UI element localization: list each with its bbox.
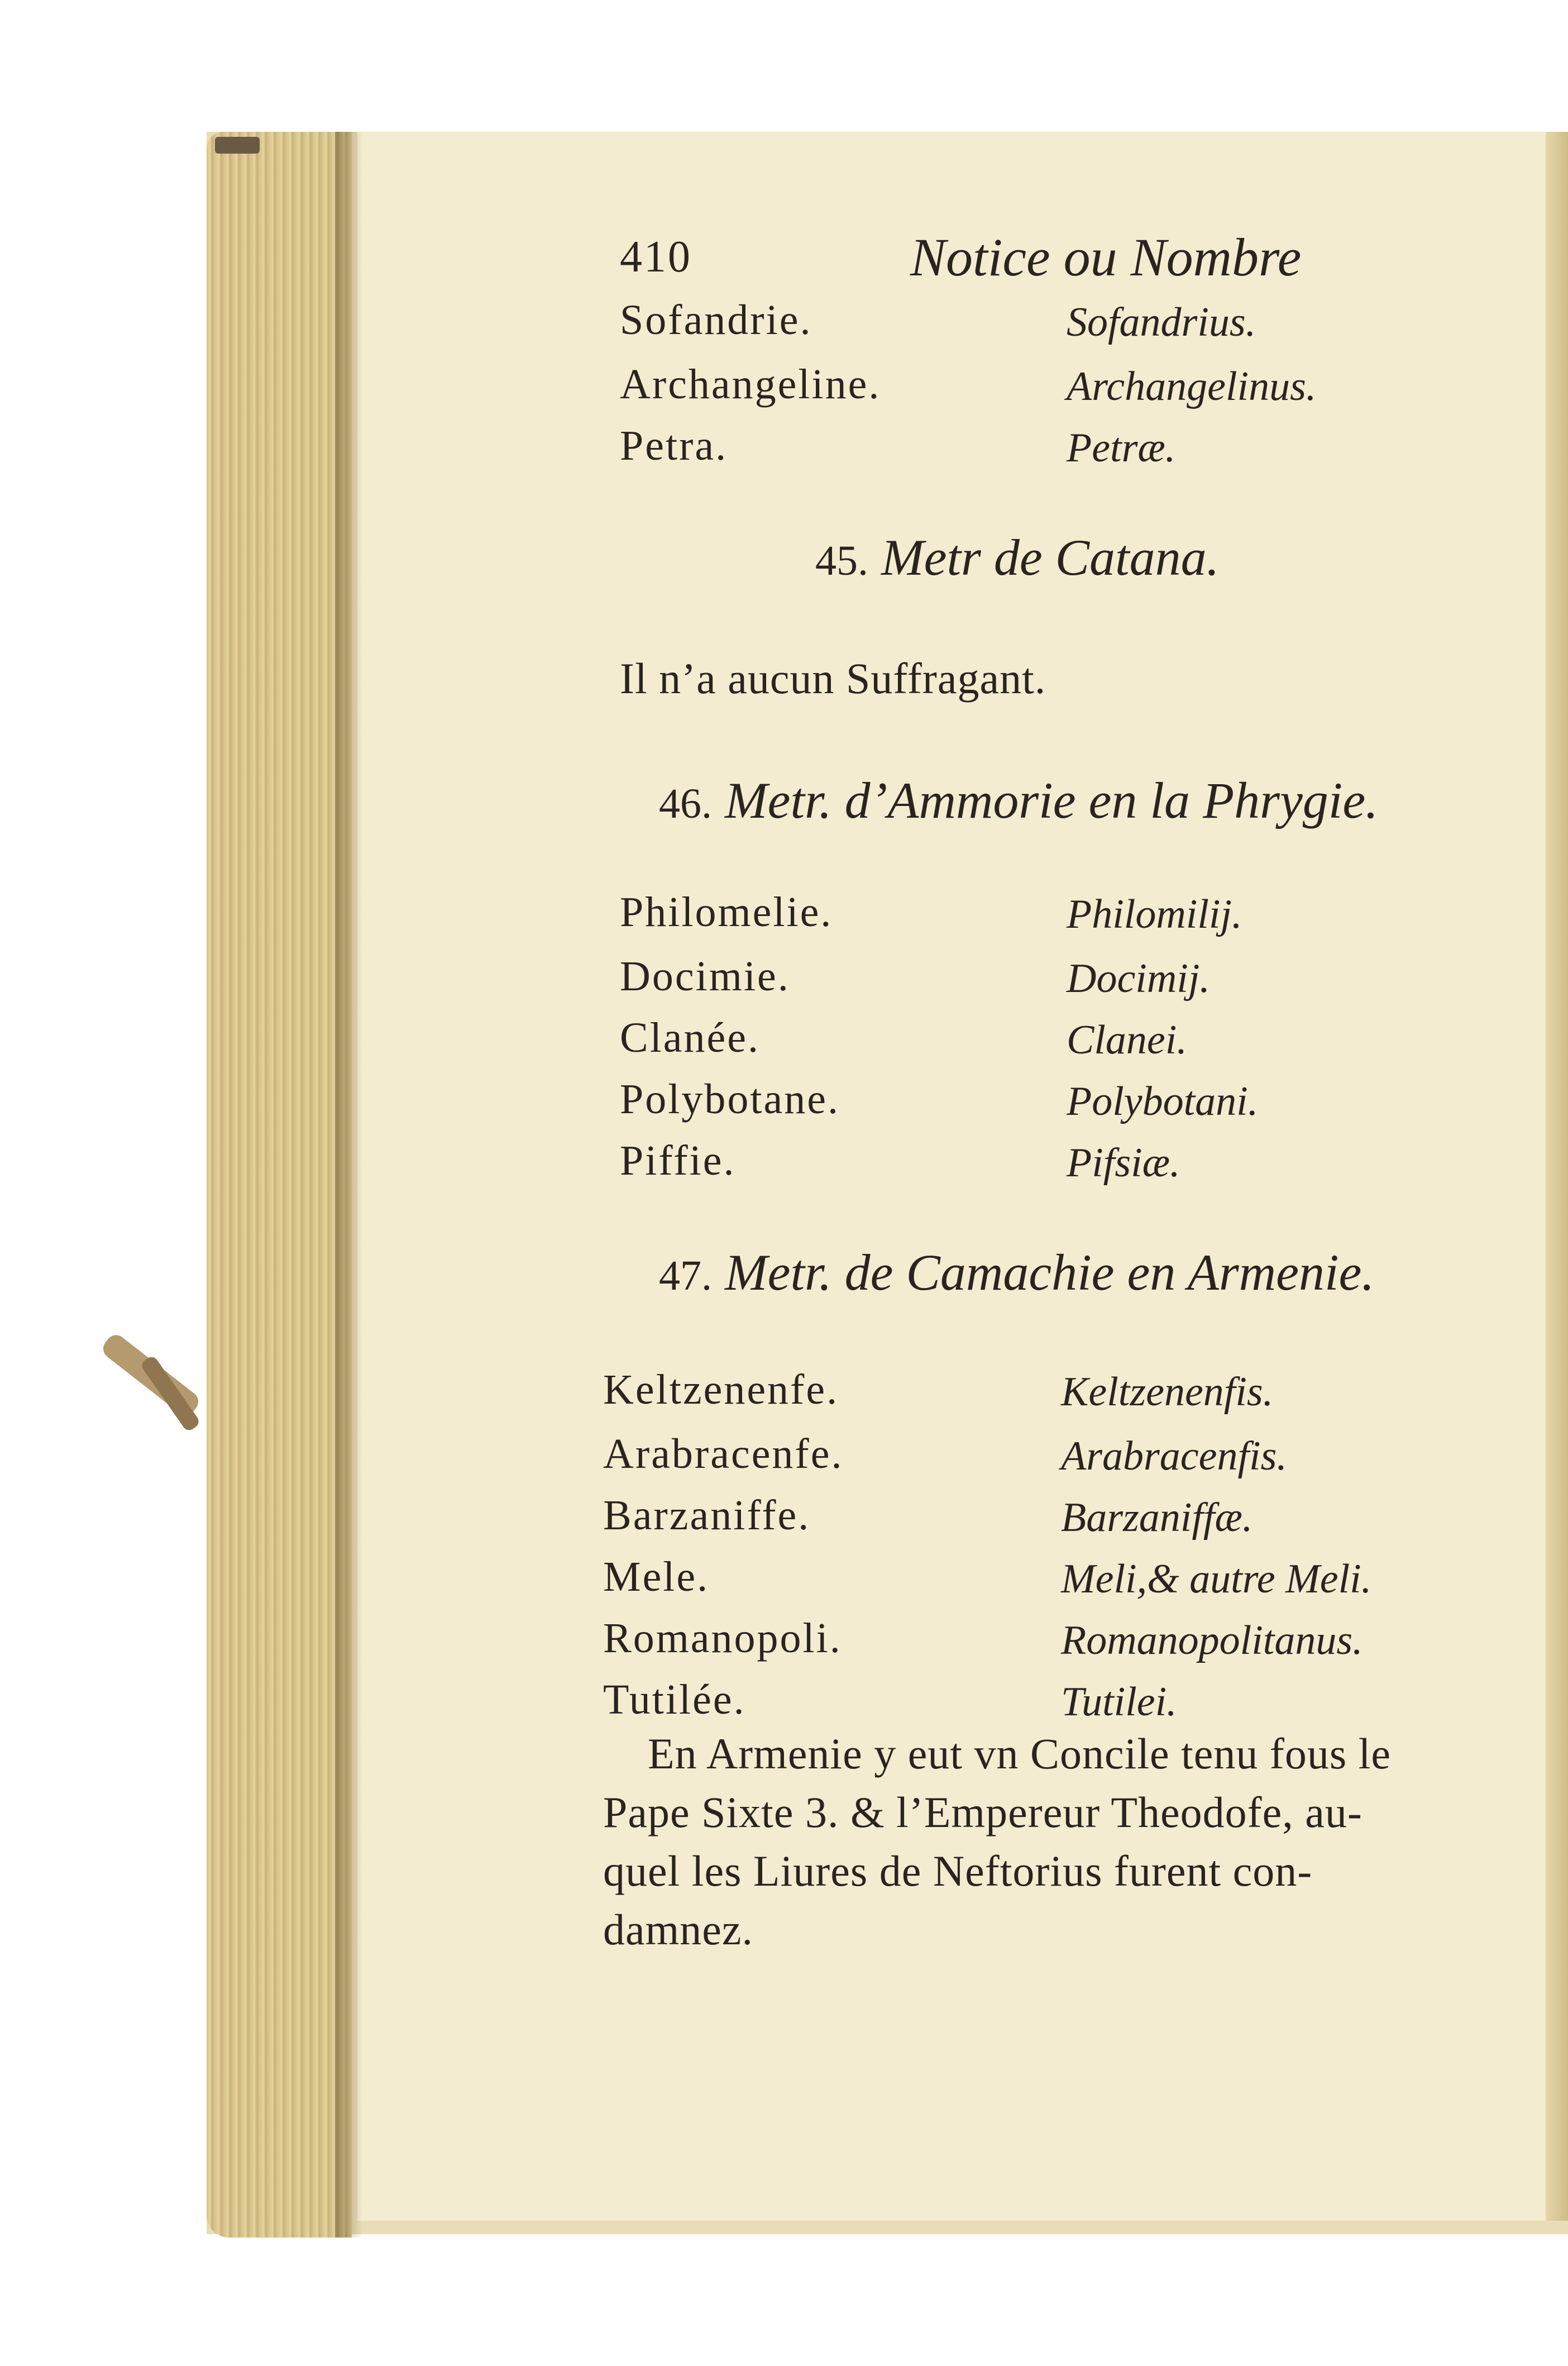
list-item-french: Petra. [620,422,728,469]
section-number: 47. [659,1252,712,1299]
list-item-latin: Archangelinus. [1067,364,1317,409]
running-title: Notice ou Nombre [910,227,1302,287]
list-item-latin: Barzaniffæ. [1061,1495,1253,1540]
paragraph-line: En Armenie y eut vn Concile tenu fous le [648,1729,1392,1778]
list-item-french: Barzaniffe. [603,1492,811,1539]
list-item-latin: Meli,& autre Meli. [1061,1556,1372,1602]
list-item-latin: Clanei. [1067,1017,1187,1063]
list-item-latin: Philomilij. [1067,891,1242,937]
list-item-french: Sofandrie. [620,297,812,344]
paragraph-line: quel les Liures de Neftorius furent con- [603,1847,1313,1895]
list-item-french: Docimie. [620,953,790,1000]
list-item-latin: Arabracenfis. [1061,1433,1287,1479]
book-fore-edge [207,132,352,2238]
page-gutter-edge [1546,132,1568,2221]
list-item-latin: Docimij. [1067,956,1210,1001]
paragraph-line: damnez. [603,1905,754,1954]
list-item-french: Piffie. [620,1137,736,1184]
section-heading-47 [659,1243,1374,1302]
section-note: Il n’a aucun Suffragant. [620,654,1046,703]
list-item-french: Tutilée. [603,1676,746,1723]
paragraph-line: Pape Sixte 3. & l’Empereur Theodofe, au- [603,1788,1363,1836]
list-item-french: Keltzenenfe. [603,1366,839,1413]
list-item-latin: Keltzenenfis. [1061,1369,1274,1415]
section-heading-45 [815,528,1220,587]
list-item-latin: Tutilei. [1061,1679,1177,1725]
spine-band [215,137,260,154]
section-number: 46. [659,780,712,827]
list-item-french: Arabracenfe. [603,1430,844,1477]
list-item-latin: Petræ. [1067,425,1176,471]
section-title: Metr. de Camachie en Armenie. [725,1244,1375,1301]
list-item-french: Archangeline. [620,361,881,408]
section-number: 45. [815,537,868,584]
section-heading-46 [659,771,1378,830]
list-item-latin: Polybotani. [1067,1079,1259,1124]
page-edge-shadow [335,132,363,2238]
list-item-latin: Sofandrius. [1067,299,1256,345]
section-title: Metr. d’Ammorie en la Phrygie. [725,772,1379,829]
list-item-latin: Romanopolitanus. [1061,1618,1363,1663]
list-item-french: Polybotane. [620,1076,840,1123]
list-item-french: Clanée. [620,1014,761,1061]
list-item-latin: Pifsiæ. [1067,1140,1180,1186]
section-title: Metr de Catana. [881,529,1220,586]
list-item-french: Mele. [603,1553,710,1600]
page-number: 410 [620,232,692,282]
book-page [357,132,1546,2221]
list-item-french: Romanopoli. [603,1615,842,1662]
list-item-french: Philomelie. [620,889,833,936]
